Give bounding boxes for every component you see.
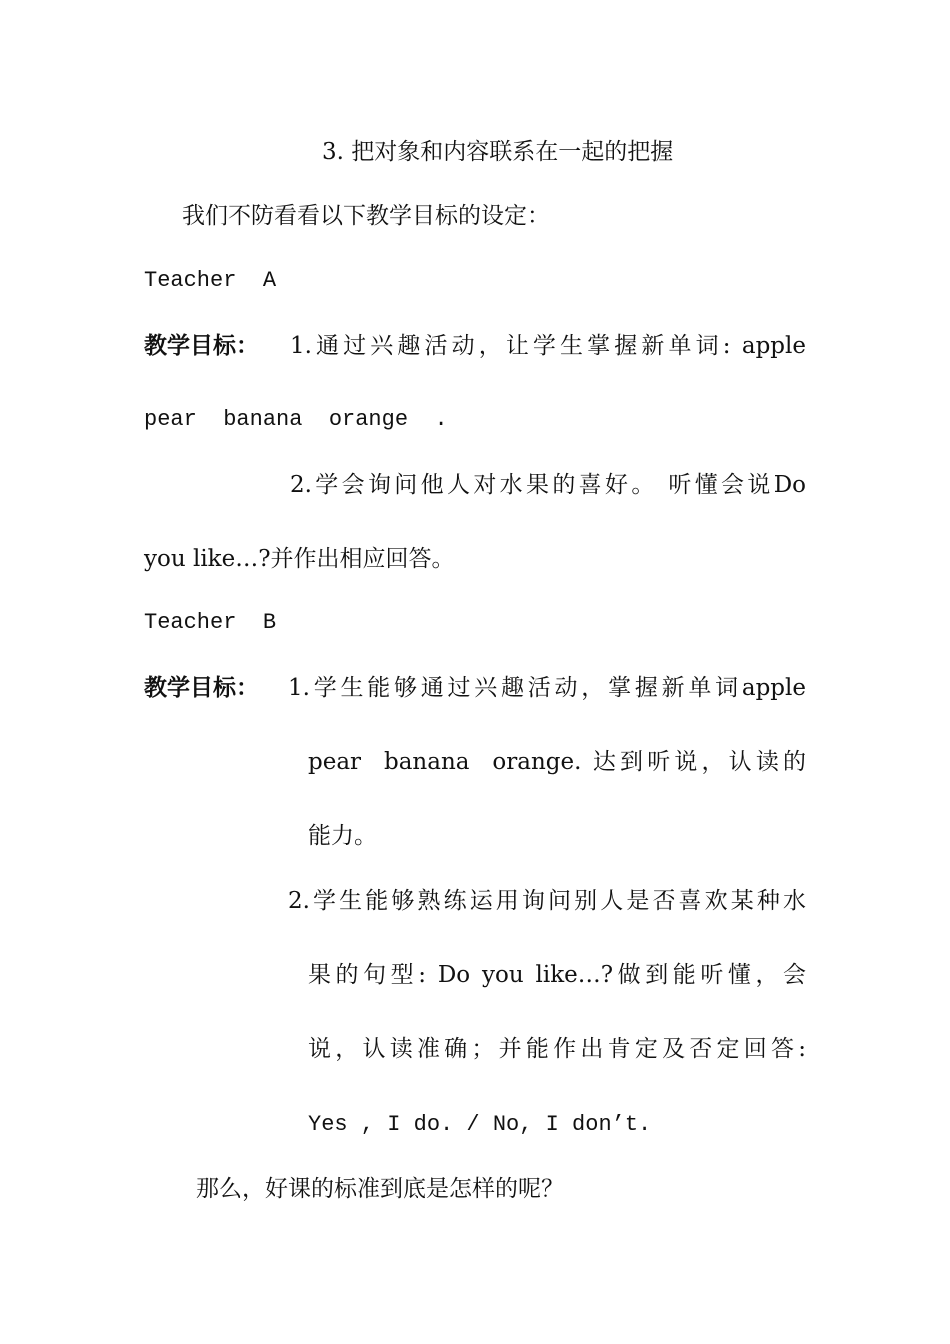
section-heading: 3. 把对象和内容联系在一起的把握 xyxy=(322,139,674,165)
teacher-b-label: Teacher B xyxy=(144,610,277,635)
teacher-b-item2-line2: 果的句型: Do you like…?做到能听懂，会 xyxy=(308,962,806,988)
teacher-b-item2-line1: 2.学生能够熟练运用询问别人是否喜欢某种水 xyxy=(288,888,806,914)
closing-question: 那么，好课的标准到底是怎样的呢？ xyxy=(196,1176,564,1202)
teacher-a-goal-label: 教学目标： xyxy=(144,333,259,359)
teacher-b-item2-line3: 说，认读准确；并能作出肯定及否定回答: xyxy=(308,1036,806,1062)
teacher-b-item2-line4: Yes , I do. / No, I don’t. xyxy=(308,1112,652,1137)
teacher-b-item1-line1: 1.学生能够通过兴趣活动，掌握新单词apple xyxy=(288,675,806,701)
teacher-b-item1-line3: 能力。 xyxy=(308,823,377,849)
teacher-b-goal-label: 教学目标： xyxy=(144,675,259,701)
teacher-a-item1-line1: 1.通过兴趣活动，让学生掌握新单词: apple xyxy=(290,333,806,359)
intro-text: 我们不防看看以下教学目标的设定： xyxy=(182,203,550,229)
teacher-a-item2-line1: 2.学会询问他人对水果的喜好。 听懂会说Do xyxy=(290,472,806,498)
teacher-b-item1-line2: pear banana orange. 达到听说，认读的 xyxy=(308,749,806,775)
teacher-a-label: Teacher A xyxy=(144,268,277,293)
teacher-a-item1-line2: pear banana orange . xyxy=(144,407,448,432)
teacher-a-item2-line2: you like…?并作出相应回答。 xyxy=(144,546,455,572)
